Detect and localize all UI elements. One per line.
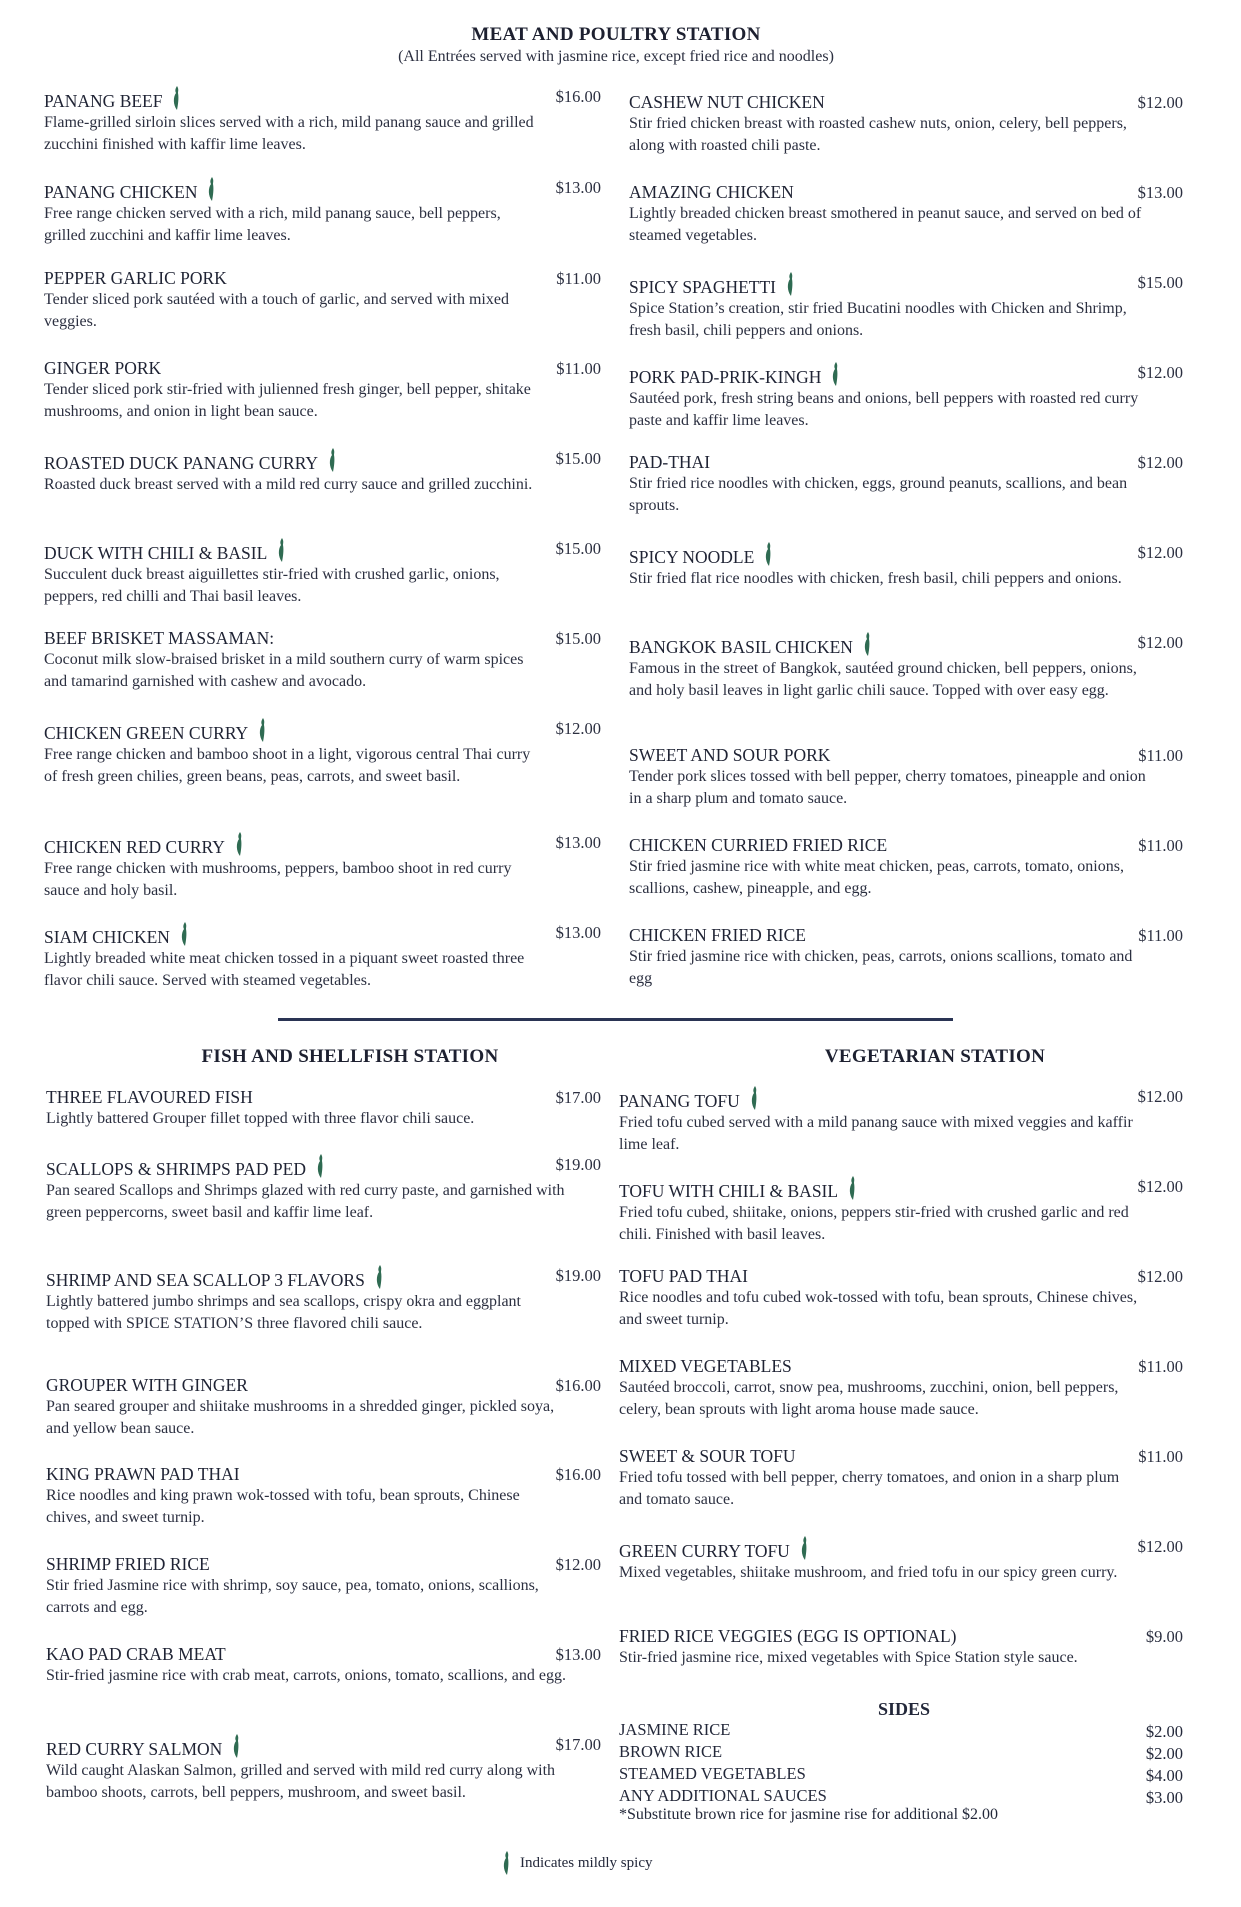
- menu-item-name-text: FRIED RICE VEGGIES (EGG IS OPTIONAL): [619, 1626, 957, 1646]
- menu-item-name: [44, 85, 544, 112]
- menu-item: [619, 1625, 1139, 1669]
- menu-item-price: $15.00: [555, 539, 601, 558]
- menu-item-description: Rice noodles and king prawn wok-tossed with tofu, bean sprouts, Chinese chives, and sweet turnip.: [46, 1487, 520, 1526]
- menu-item-name-text: BEEF BRISKET MASSAMAN:: [44, 628, 275, 648]
- menu-item-description: Fried tofu cubed served with a mild panang sauce with mixed veggies and kaffir lime leaf.: [619, 1114, 1133, 1153]
- menu-item-name-text: TOFU WITH CHILI & BASIL: [619, 1181, 839, 1201]
- menu-item: [44, 717, 544, 788]
- menu-item-name: [46, 1733, 566, 1760]
- menu-item-price: $12.00: [1137, 1177, 1183, 1196]
- menu-item-name-text: KAO PAD CRAB MEAT: [46, 1644, 226, 1664]
- menu-item-price: $12.00: [1137, 543, 1183, 562]
- menu-item-price: $12.00: [1137, 1267, 1183, 1286]
- side-item-price: $3.00: [1145, 1788, 1183, 1807]
- menu-item-price: $15.00: [1137, 273, 1183, 292]
- menu-item-name-text: CHICKEN GREEN CURRY: [44, 723, 249, 743]
- menu-item-name: [46, 1264, 566, 1291]
- menu-item: [44, 831, 544, 902]
- chili-icon: [205, 176, 217, 202]
- side-item-price: $4.00: [1145, 1766, 1183, 1785]
- menu-item-description: Spice Station’s creation, stir fried Bucatini noodles with Chicken and Shrimp, fresh basil, chili peppers and onions.: [629, 300, 1127, 339]
- chili-icon: [256, 717, 268, 743]
- menu-item-description: Stir fried chicken breast with roasted cashew nuts, onion, celery, bell peppers, along with roasted chili paste.: [629, 115, 1127, 154]
- menu-item-name-text: PANANG BEEF: [44, 91, 163, 111]
- menu-item-name: [44, 831, 544, 858]
- menu-item-description: Free range chicken with mushrooms, peppers, bamboo shoot in red curry sauce and holy basil.: [44, 860, 512, 899]
- menu-item: [44, 447, 544, 496]
- menu-item-price: $12.00: [555, 1555, 601, 1574]
- menu-item: [629, 744, 1159, 810]
- menu-item-name-text: SPICY SPAGHETTI: [629, 277, 776, 297]
- menu-item-price: $13.00: [555, 923, 601, 942]
- menu-item-name-text: THREE FLAVOURED FISH: [46, 1087, 253, 1107]
- menu-item-price: $11.00: [556, 359, 601, 378]
- menu-item: [629, 271, 1159, 342]
- menu-item-price: $13.00: [555, 833, 601, 852]
- menu-item-name-text: GINGER PORK: [44, 358, 162, 378]
- menu-item-name-text: CASHEW NUT CHICKEN: [629, 92, 825, 112]
- chili-icon: [373, 1264, 385, 1290]
- menu-item-price: $12.00: [1137, 633, 1183, 652]
- menu-item-name: [46, 1153, 566, 1180]
- menu-item-description: Rice noodles and tofu cubed wok-tossed with tofu, bean sprouts, Chinese chives, and sweet turnip.: [619, 1289, 1138, 1328]
- menu-item-name: [46, 1374, 566, 1396]
- menu-item-price: $11.00: [1138, 836, 1183, 855]
- menu-item-price: $15.00: [555, 449, 601, 468]
- menu-item: [46, 1086, 566, 1130]
- menu-item-name-text: CHICKEN CURRIED FRIED RICE: [629, 835, 888, 855]
- menu-item-name-text: KING PRAWN PAD THAI: [46, 1464, 240, 1484]
- menu-item: [46, 1264, 566, 1335]
- menu-item-description: Stir-fried jasmine rice with crab meat, carrots, onions, tomato, scallions, and egg.: [46, 1667, 566, 1684]
- menu-item: [44, 627, 544, 693]
- menu-item-price: $19.00: [555, 1155, 601, 1174]
- menu-item-description: Stir fried jasmine rice with chicken, peas, carrots, onions scallions, tomato and egg: [629, 948, 1133, 987]
- menu-item: [44, 357, 544, 423]
- menu-item-name: [44, 717, 544, 744]
- menu-item-description: Pan seared grouper and shiitake mushrooms in a shredded ginger, pickled soya, and yellow bean sauce.: [46, 1398, 555, 1437]
- menu-item-description: Flame-grilled sirloin slices served with a rich, mild panang sauce and grilled zucchini finished with kaffir lime leaves.: [44, 114, 534, 153]
- chili-icon: [233, 831, 245, 857]
- menu-item-name-text: DUCK WITH CHILI & BASIL: [44, 543, 268, 563]
- menu-item: [44, 921, 544, 992]
- side-item-price: $2.00: [1145, 1722, 1183, 1741]
- menu-item-price: $19.00: [555, 1266, 601, 1285]
- chili-icon: [861, 631, 873, 657]
- menu-item-name: [629, 181, 1159, 203]
- menu-item: [629, 91, 1159, 157]
- sides-title: SIDES: [878, 1699, 931, 1719]
- menu-item: [46, 1643, 566, 1687]
- menu-item-price: $11.00: [556, 269, 601, 288]
- menu-item-name: [619, 1085, 1139, 1112]
- menu-item: [629, 631, 1159, 702]
- menu-item-description: Famous in the street of Bangkok, sautéed ground chicken, bell peppers, onions, and holy basil leaves in light garlic chili sauce. Topped with over easy egg.: [629, 660, 1137, 699]
- menu-item-name-text: SHRIMP FRIED RICE: [46, 1554, 210, 1574]
- menu-item-price: $9.00: [1145, 1627, 1183, 1646]
- menu-item-name: [44, 921, 544, 948]
- chili-icon: [500, 1850, 512, 1876]
- menu-item: [629, 541, 1159, 590]
- menu-item-price: $11.00: [1138, 746, 1183, 765]
- menu-item-description: Stir fried flat rice noodles with chicken, fresh basil, chili peppers and onions.: [629, 570, 1122, 587]
- spicy-legend: [500, 1850, 652, 1876]
- menu-item-description: Free range chicken and bamboo shoot in a light, vigorous central Thai curry of fresh green chilies, green beans, peas, carrots, and sweet basil.: [44, 746, 531, 785]
- menu-item-name-text: GROUPER WITH GINGER: [46, 1375, 248, 1395]
- menu-item-name: [629, 744, 1159, 766]
- menu-item-description: Sautéed pork, fresh string beans and onions, bell peppers with roasted red curry paste and kaffir lime leaves.: [629, 390, 1139, 429]
- menu-item: [619, 1085, 1139, 1156]
- menu-item-price: $16.00: [555, 1465, 601, 1484]
- menu-item: [46, 1374, 566, 1440]
- menu-item-price: $12.00: [555, 719, 601, 738]
- menu-item-description: Stir fried Jasmine rice with shrimp, soy sauce, pea, tomato, onions, scallions, carrots and egg.: [46, 1577, 539, 1616]
- menu-item-description: Lightly breaded white meat chicken tossed in a piquant sweet roasted three flavor chili sauce. Served with steamed vegetables.: [44, 950, 525, 989]
- menu-item: [619, 1535, 1139, 1584]
- menu-item-name: [619, 1445, 1139, 1467]
- menu-item: [46, 1733, 566, 1804]
- menu-item-name-text: ROASTED DUCK PANANG CURRY: [44, 453, 319, 473]
- side-item-name: BROWN RICE: [619, 1742, 723, 1761]
- menu-item-name-text: SHRIMP AND SEA SCALLOP 3 FLAVORS: [46, 1270, 365, 1290]
- chili-icon: [846, 1175, 858, 1201]
- menu-item-name-text: PORK PAD-PRIK-KINGH: [629, 367, 822, 387]
- menu-item-name-text: PAD-THAI: [629, 452, 711, 472]
- menu-item-description: Fried tofu cubed, shiitake, onions, peppers stir-fried with crushed garlic and red chili. Finished with basil leaves.: [619, 1204, 1129, 1243]
- side-item-price: $2.00: [1145, 1744, 1183, 1763]
- chili-icon: [326, 447, 338, 473]
- menu-item-name-text: PANANG CHICKEN: [44, 182, 198, 202]
- menu-item: [629, 451, 1159, 517]
- menu-item-description: Tender sliced pork stir-fried with julienned fresh ginger, bell pepper, shitake mushrooms, and onion in light bean sauce.: [44, 381, 531, 420]
- menu-item-price: $12.00: [1137, 1537, 1183, 1556]
- menu-item-name: [629, 924, 1159, 946]
- menu-item-description: Stir fried rice noodles with chicken, eggs, ground peanuts, scallions, and bean sprouts.: [629, 475, 1128, 514]
- menu-item-name: [44, 447, 544, 474]
- menu-item-name: [44, 267, 544, 289]
- chili-icon: [784, 271, 796, 297]
- menu-item-name-text: SPICY NOODLE: [629, 547, 755, 567]
- menu-item: [44, 176, 544, 247]
- menu-item: [619, 1175, 1139, 1246]
- chili-icon: [275, 537, 287, 563]
- menu-item-description: Pan seared Scallops and Shrimps glazed with red curry paste, and garnished with green peppercorns, sweet basil and kaffir lime leaf.: [46, 1182, 565, 1221]
- menu-item-description: Roasted duck breast served with a mild red curry sauce and grilled zucchini.: [44, 476, 533, 493]
- menu-item-description: Fried tofu tossed with bell pepper, cherry tomatoes, and onion in a sharp plum and tomato sauce.: [619, 1469, 1120, 1508]
- chili-icon: [829, 361, 841, 387]
- menu-item: [46, 1463, 566, 1529]
- menu-item-price: $11.00: [1138, 926, 1183, 945]
- menu-item-name: [629, 834, 1159, 856]
- menu-item-price: $13.00: [555, 1645, 601, 1664]
- menu-item-price: $16.00: [555, 1376, 601, 1395]
- menu-item-price: $16.00: [555, 87, 601, 106]
- menu-item: [619, 1265, 1139, 1331]
- menu-item-name: [44, 357, 544, 379]
- menu-item-price: $12.00: [1137, 93, 1183, 112]
- sides-note: *Substitute brown rice for jasmine rise for additional $2.00: [619, 1806, 999, 1823]
- menu-item-price: $12.00: [1137, 363, 1183, 382]
- menu-item-description: Tender sliced pork sautéed with a touch of garlic, and served with mixed veggies.: [44, 291, 509, 330]
- menu-item: [629, 361, 1159, 432]
- menu-item-name-text: AMAZING CHICKEN: [629, 182, 794, 202]
- menu-item-name: [619, 1265, 1139, 1287]
- menu-item-price: $11.00: [1138, 1447, 1183, 1466]
- menu-item-name: [629, 271, 1159, 298]
- menu-item-name-text: CHICKEN FRIED RICE: [629, 925, 806, 945]
- fish-section-title: FISH AND SHELLFISH STATION: [201, 1046, 499, 1067]
- chili-icon: [178, 921, 190, 947]
- menu-item-name: [619, 1175, 1139, 1202]
- menu-item-name-text: BANGKOK BASIL CHICKEN: [629, 637, 853, 657]
- menu-item-name: [44, 176, 544, 203]
- side-item-name: STEAMED VEGETABLES: [619, 1764, 806, 1783]
- menu-item-name: [46, 1553, 566, 1575]
- menu-item-name: [46, 1463, 566, 1485]
- menu-item-name: [44, 537, 544, 564]
- menu-item-name-text: MIXED VEGETABLES: [619, 1356, 792, 1376]
- menu-item-price: $11.00: [1138, 1357, 1183, 1376]
- menu-item-name: [629, 541, 1159, 568]
- menu-item-name-text: PEPPER GARLIC PORK: [44, 268, 227, 288]
- menu-item-name-text: SIAM CHICKEN: [44, 927, 170, 947]
- menu-item-description: Free range chicken served with a rich, mild panang sauce, bell peppers, grilled zucchini and kaffir lime leaves.: [44, 205, 501, 244]
- menu-item-name-text: SCALLOPS & SHRIMPS PAD PED: [46, 1159, 306, 1179]
- side-item-name: ANY ADDITIONAL SAUCES: [619, 1786, 827, 1805]
- side-item-name: JASMINE RICE: [619, 1720, 731, 1739]
- menu-item-price: $17.00: [555, 1088, 601, 1107]
- menu-item-name-text: SWEET & SOUR TOFU: [619, 1446, 796, 1466]
- menu-item-name-text: TOFU PAD THAI: [619, 1266, 749, 1286]
- chili-icon: [230, 1733, 242, 1759]
- menu-item: [46, 1553, 566, 1619]
- menu-item: [44, 537, 544, 608]
- menu-item-name: [629, 451, 1159, 473]
- chili-icon: [748, 1085, 760, 1111]
- menu-item-name-text: SWEET AND SOUR PORK: [629, 745, 831, 765]
- menu-item-price: $15.00: [555, 629, 601, 648]
- menu-item: [46, 1153, 566, 1224]
- menu-item-description: Stir fried jasmine rice with white meat chicken, peas, carrots, tomato, onions, scallions, cashew, pineapple, and egg.: [629, 858, 1124, 897]
- chili-icon: [798, 1535, 810, 1561]
- menu-item-name: [629, 361, 1159, 388]
- menu-item-name: [619, 1625, 1139, 1647]
- menu-item-price: $12.00: [1137, 1087, 1183, 1106]
- menu-item-name: [619, 1355, 1139, 1377]
- menu-item-name: [629, 91, 1159, 113]
- menu-item-price: $17.00: [555, 1735, 601, 1754]
- menu-item: [629, 181, 1159, 247]
- menu-item: [629, 834, 1159, 900]
- menu-item: [619, 1445, 1139, 1511]
- menu-item-description: Stir-fried jasmine rice, mixed vegetables with Spice Station style sauce.: [619, 1649, 1078, 1666]
- menu-item-name: [46, 1086, 566, 1108]
- menu-item-name: [629, 631, 1159, 658]
- menu-item-description: Wild caught Alaskan Salmon, grilled and served with mild red curry along with bamboo shoots, carrots, bell peppers, mushroom, and sweet basil.: [46, 1762, 556, 1801]
- meat-section-title: MEAT AND POULTRY STATION: [471, 24, 761, 45]
- menu-item-name-text: GREEN CURRY TOFU: [619, 1541, 790, 1561]
- menu-item: [44, 267, 544, 333]
- menu-item-price: $13.00: [555, 178, 601, 197]
- chili-icon: [314, 1153, 326, 1179]
- meat-section-subtitle: (All Entrées served with jasmine rice, except fried rice and noodles): [398, 48, 834, 65]
- legend-text: Indicates mildly spicy: [520, 1854, 653, 1871]
- menu-item-description: Succulent duck breast aiguillettes stir-fried with crushed garlic, onions, peppers, red chilli and Thai basil leaves.: [44, 566, 500, 605]
- menu-item-name: [619, 1535, 1139, 1562]
- chili-icon: [762, 541, 774, 567]
- menu-item-description: Lightly breaded chicken breast smothered in peanut sauce, and served on bed of steamed vegetables.: [629, 205, 1142, 244]
- menu-item-price: $13.00: [1137, 183, 1183, 202]
- menu-item: [619, 1355, 1139, 1421]
- menu-item-description: Mixed vegetables, shiitake mushroom, and fried tofu in our spicy green curry.: [619, 1564, 1118, 1581]
- menu-item: [44, 85, 544, 156]
- menu-item: [629, 924, 1159, 990]
- veg-section-title: VEGETARIAN STATION: [824, 1046, 1046, 1067]
- menu-item-description: Coconut milk slow-braised brisket in a mild southern curry of warm spices and tamarind garnished with cashew and avocado.: [44, 651, 524, 690]
- menu-item-name: [44, 627, 544, 649]
- menu-item-description: Lightly battered jumbo shrimps and sea scallops, crispy okra and eggplant topped with SPICE STATION’S three flavored chili sauce.: [46, 1293, 521, 1332]
- section-divider: [278, 1018, 953, 1021]
- menu-item-name: [46, 1643, 566, 1665]
- menu-item-description: Tender pork slices tossed with bell pepper, cherry tomatoes, pineapple and onion in a sharp plum and tomato sauce.: [629, 768, 1146, 807]
- menu-item-price: $12.00: [1137, 453, 1183, 472]
- menu-item-name-text: PANANG TOFU: [619, 1091, 740, 1111]
- menu-item-description: Sautéed broccoli, carrot, snow pea, mushrooms, zucchini, onion, bell peppers, celery, bean sprouts with light aroma house made sauce.: [619, 1379, 1119, 1418]
- menu-item-name-text: CHICKEN RED CURRY: [44, 837, 225, 857]
- chili-icon: [170, 85, 182, 111]
- menu-item-description: Lightly battered Grouper fillet topped with three flavor chili sauce.: [46, 1110, 475, 1127]
- menu-item-name-text: RED CURRY SALMON: [46, 1739, 223, 1759]
